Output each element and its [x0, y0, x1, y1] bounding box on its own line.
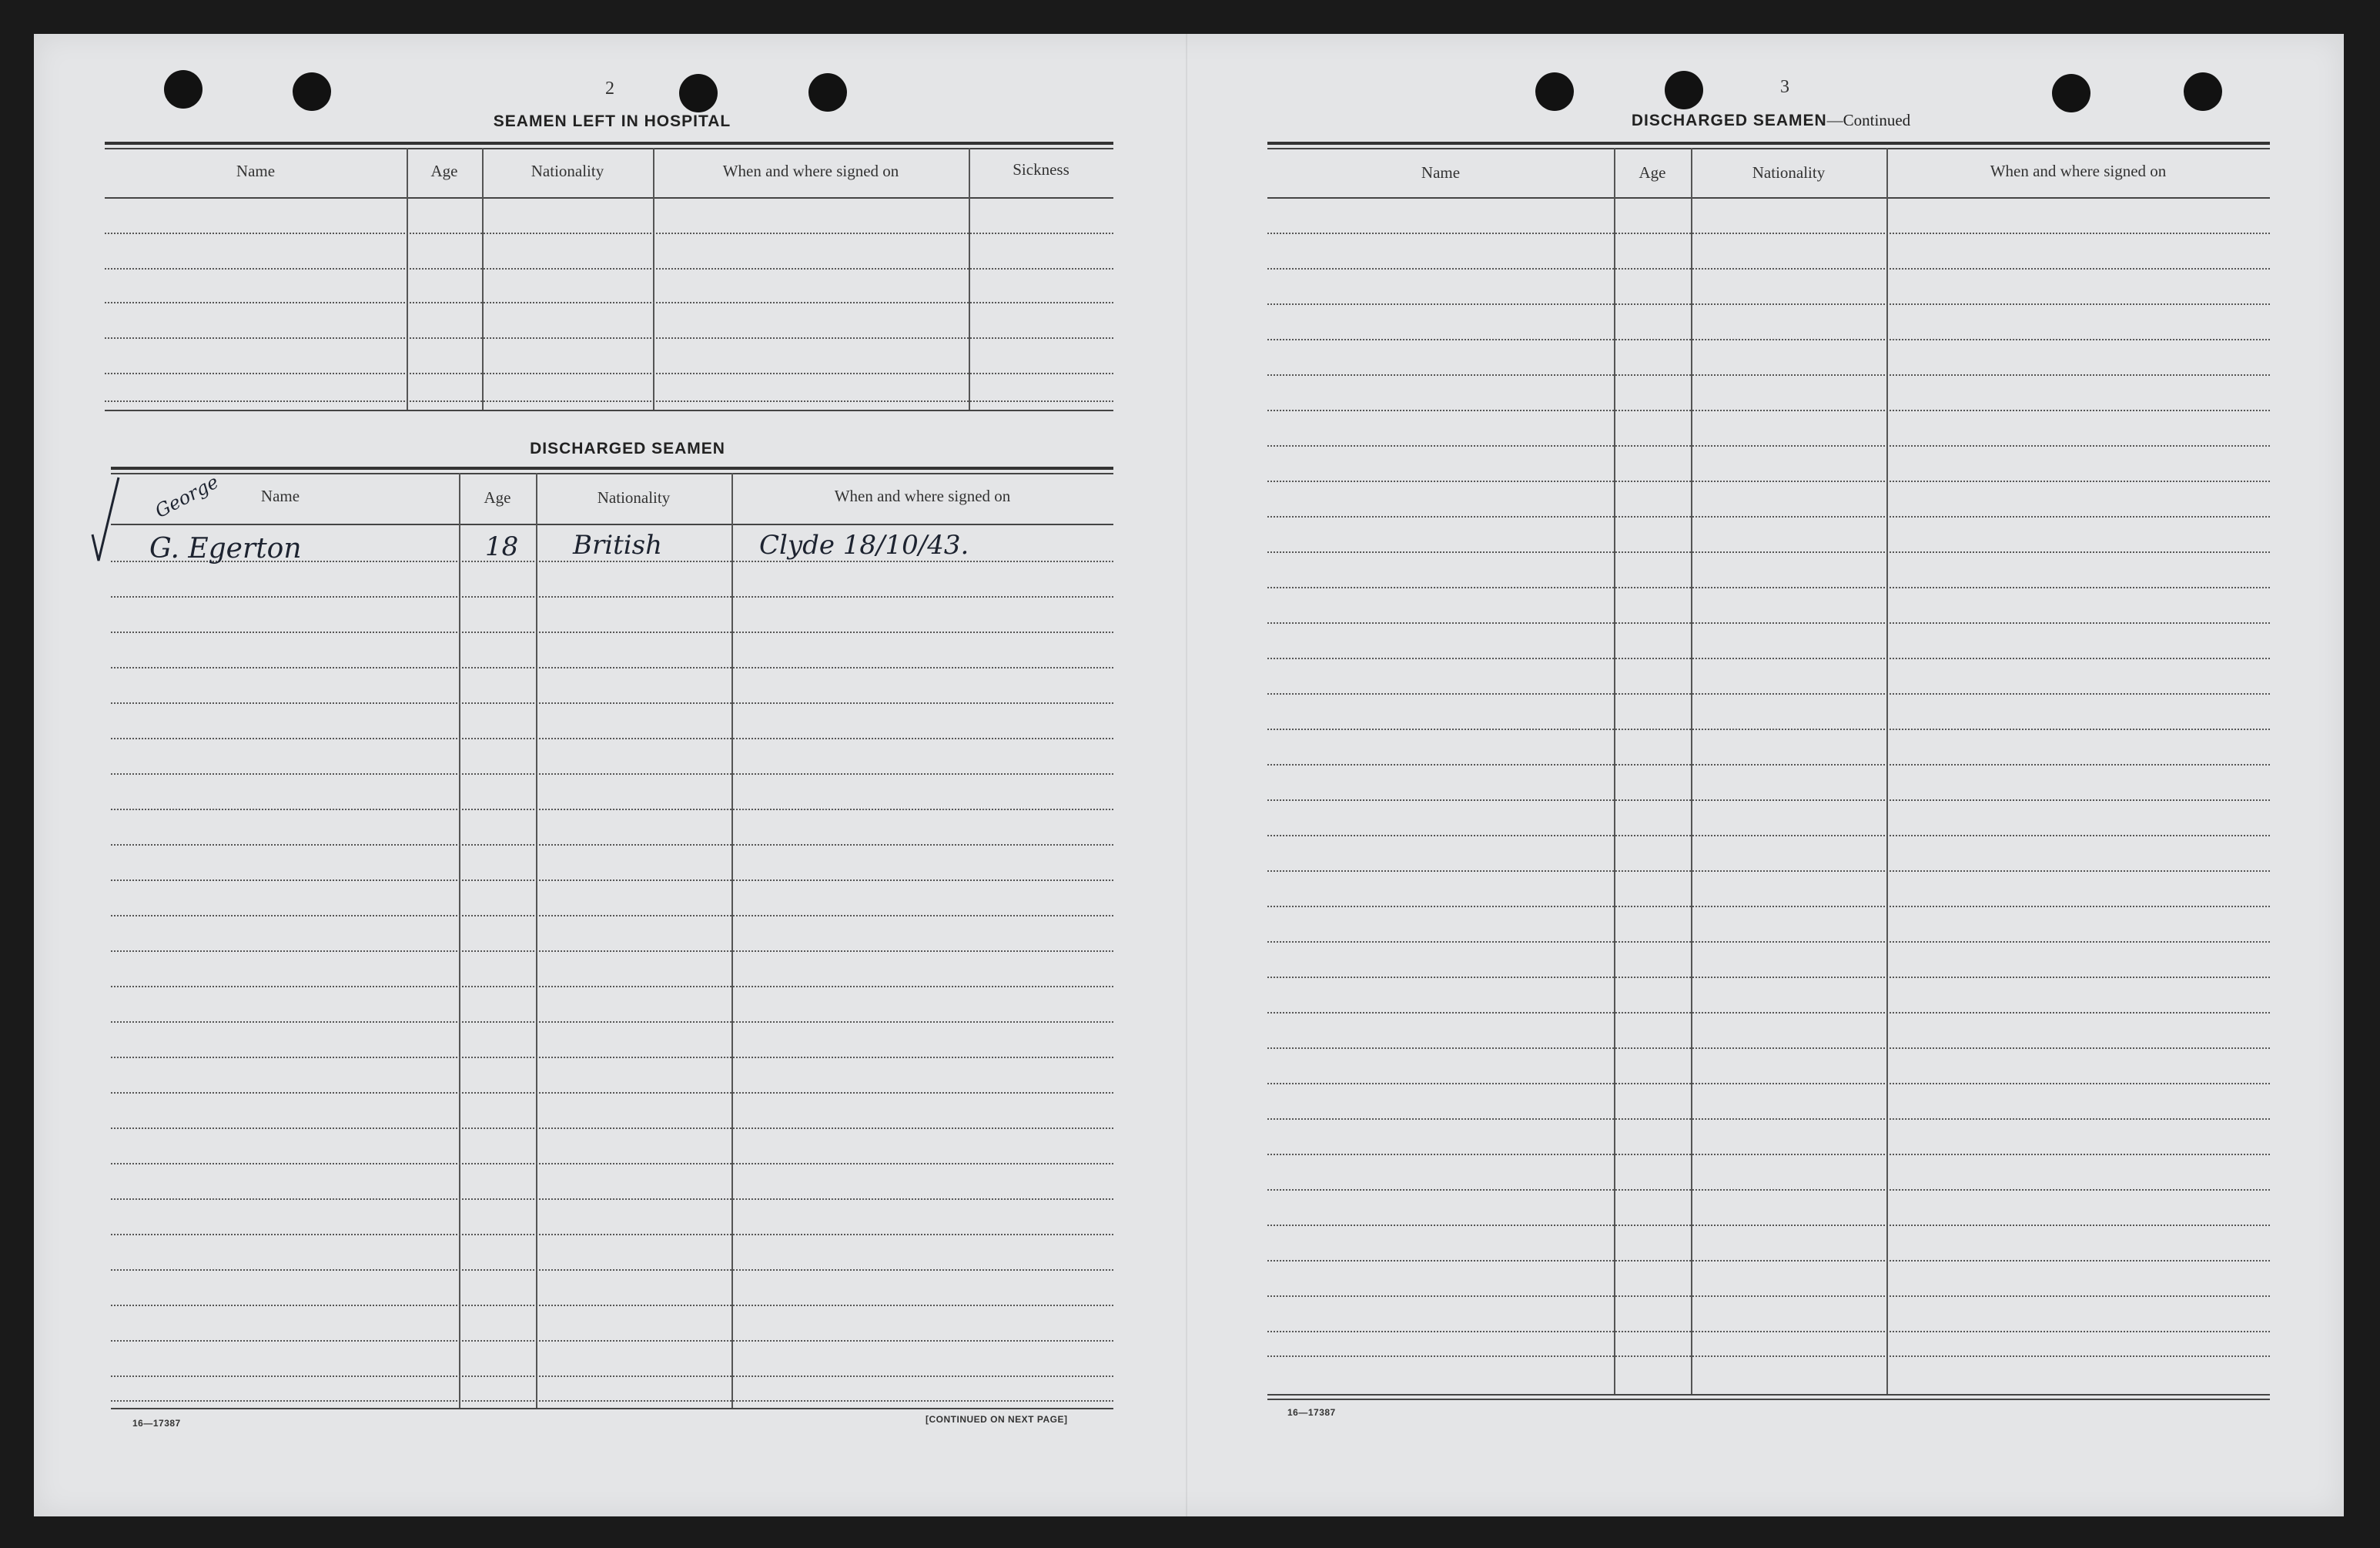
- discharged-continued-title: [1525, 111, 2017, 130]
- page-number-left: 2: [605, 79, 614, 99]
- hospital-table: [105, 142, 1113, 419]
- punch-hole: [293, 72, 331, 111]
- right-col-name: Name: [1421, 163, 1461, 182]
- discharged-continued-suffix: —Continued: [1826, 111, 1911, 129]
- discharged-col-age: Age: [484, 488, 511, 507]
- hospital-col-signed-on: When and where signed on: [722, 162, 899, 180]
- right-col-age: Age: [1639, 163, 1666, 182]
- discharged-table-right: [1267, 142, 2270, 1405]
- hospital-col-sickness: Sickness: [1013, 160, 1069, 179]
- seaman-age: 18: [485, 531, 519, 562]
- hospital-section-title: SEAMEN LEFT IN HOSPITAL: [493, 112, 731, 130]
- discharged-col-name: Name: [260, 487, 300, 505]
- discharged-section-title: DISCHARGED SEAMEN: [530, 440, 725, 457]
- punch-hole: [1535, 72, 1574, 111]
- discharged-continued-main: DISCHARGED SEAMEN: [1631, 112, 1827, 129]
- punch-hole: [2052, 74, 2090, 112]
- page-number-right: 3: [1780, 77, 1789, 97]
- page-fold: [1186, 34, 1187, 1516]
- punch-hole: [1665, 71, 1703, 109]
- hospital-col-age: Age: [430, 162, 458, 180]
- seaman-nationality: British: [573, 530, 662, 561]
- continued-note: [CONTINUED ON NEXT PAGE]: [926, 1414, 1068, 1425]
- punch-hole: [2184, 72, 2222, 111]
- right-col-signed-on: When and where signed on: [1990, 162, 2167, 180]
- hospital-col-name: Name: [236, 162, 276, 180]
- seaman-name-correction: George: [151, 471, 223, 522]
- punch-hole: [679, 74, 718, 112]
- seaman-name: G. Egerton: [149, 533, 302, 565]
- form-number-left: 16—17387: [132, 1418, 181, 1429]
- punch-hole: [808, 73, 847, 112]
- discharged-table-left: [111, 467, 1113, 1414]
- punch-hole: [164, 70, 203, 109]
- seaman-signed-on: Clyde 18/10/43.: [759, 530, 969, 561]
- form-number-right: 16—17387: [1287, 1407, 1336, 1418]
- right-col-nationality: Nationality: [1752, 163, 1826, 182]
- discharged-col-signed-on: When and where signed on: [834, 487, 1011, 505]
- check-mark-icon: [88, 474, 134, 567]
- hospital-col-nationality: Nationality: [531, 162, 604, 180]
- discharged-col-nationality: Nationality: [597, 488, 671, 507]
